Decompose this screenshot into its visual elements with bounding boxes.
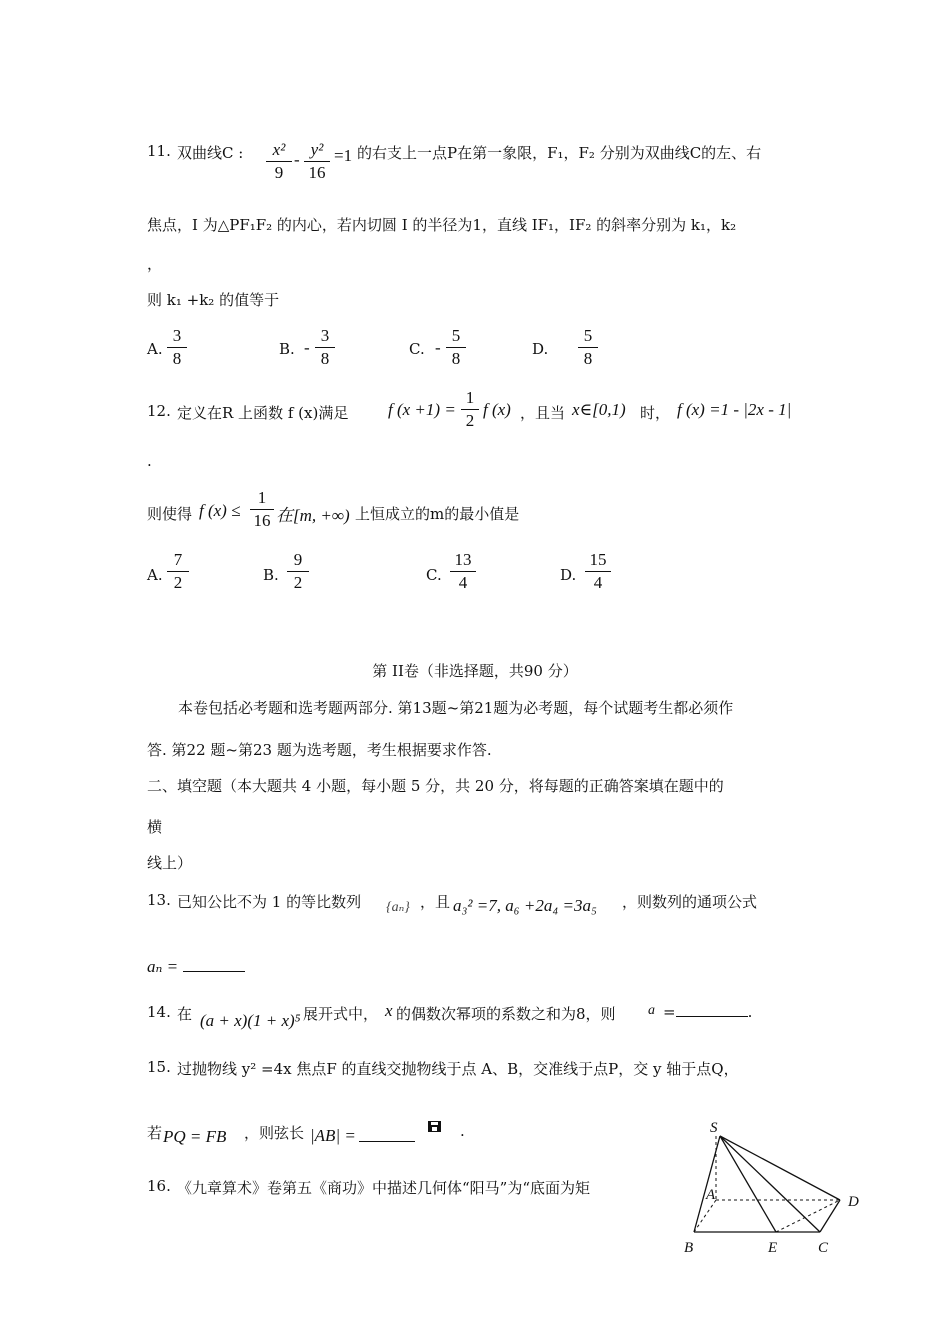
q14-var-a: a [648,1003,655,1018]
q12-option-a-label: A. [147,566,163,584]
vertex-label-b: B [684,1240,694,1256]
edge-ab [694,1200,716,1232]
q13-tail: ，则数列的通项公式 [622,893,758,911]
q14-answer-blank[interactable] [676,1004,748,1017]
pyramid-figure [680,1112,880,1262]
q13-answer-blank[interactable] [183,957,245,972]
q11-option-b-num: 3 [320,326,330,345]
q15-line1: 过抛物线 y² =4x 焦点F 的直线交抛物线于点 A、B，交准线于点P，交 y 轴于点Q， [177,1060,739,1078]
q12-option-c-fraction [450,550,476,593]
vertex-label-d: D [848,1194,859,1210]
q11-fraction-y [304,140,330,183]
q12-text1: 定义在R 上函数 f (x)满足 [177,404,349,422]
vertex-label-c: C [818,1240,829,1256]
q15-line2-mid: ，则弦长 [244,1124,305,1142]
q11-option-c-fraction [446,326,466,369]
q12-expr6: 在[m, +∞) [276,506,350,525]
q12-option-d-den: 4 [593,573,603,592]
q12-dot-line: . [147,452,152,470]
q11-frac2-num: y² [310,140,324,159]
q12-sixteenth-fraction [250,488,274,531]
q11-number: 11. [147,142,171,160]
fill-section-title3: 线上） [147,854,193,872]
q12-option-a-num: 7 [173,550,183,569]
q11-line3: ， [147,255,163,273]
q11-line1-rest: 的右支上一点P在第一象限，F₁，F₂ 分别为双曲线C的左、右 [357,144,762,162]
q13-sequence: {aₙ} [386,900,410,915]
vertex-label-a: A [706,1187,716,1203]
q11-option-b-label: B. [279,340,295,358]
q14-equals: = [663,1003,676,1021]
q12-frac-num: 1 [257,488,267,507]
q11-option-d-den: 8 [583,349,593,368]
q15-number: 15. [147,1058,171,1076]
q12-frac-den: 16 [253,511,271,530]
edge-sc [720,1136,820,1232]
q11-option-c-num: 5 [451,326,461,345]
q11-prefix: 双曲线C : [177,144,244,162]
q15-blank-wrap [359,1127,415,1146]
q12-option-d-label: D. [560,566,577,584]
q12-option-a-fraction [167,550,189,593]
q12-number: 12. [147,402,171,420]
save-icon [428,1121,441,1132]
section2-intro1: 本卷包括必考题和选考题两部分. 第13题~第21题为必考题，每个试题考生都必须作 [178,699,734,717]
q13-answer-label: aₙ = [147,957,179,976]
q13-condition: a₃² =7, a₆ +2a₄ =3a₅ [453,896,597,915]
fill-section-title1: 二、填空题（本大题共 4 小题，每小题 5 分，共 20 分，将每题的正确答案填在题中的 [147,777,724,795]
q11-option-d-num: 5 [583,326,593,345]
q11-option-a-den: 8 [172,349,182,368]
q12-expr3: x∈[0,1) [572,400,626,419]
q12-option-d-num: 15 [589,550,607,569]
q15-expr1: PQ = FB [163,1127,227,1146]
q15-expr2: |AB| = [310,1126,356,1145]
q12-option-b-fraction [287,550,309,593]
q11-fraction-x [266,140,292,183]
q14-text3: 的偶数次幂项的系数之和为8，则 [396,1005,616,1023]
q12-option-b-den: 2 [293,573,303,592]
q11-option-b-den: 8 [320,349,330,368]
q12-text3: 时， [640,404,671,422]
q12-option-b-label: B. [263,566,279,584]
q12-option-a-den: 2 [173,573,183,592]
q14-var-x: x [385,1001,393,1020]
section2-title: 第 II卷（非选择题，共90 分） [372,662,578,680]
q11-line2: 焦点，I 为△PF₁F₂ 的内心，若内切圆 I 的半径为1，直线 IF₁，IF₂ 的斜率分别为 k₁，k₂ [147,216,737,234]
q11-option-b-fraction [315,326,335,369]
q12-option-d-fraction [585,550,611,593]
q12-half-fraction [461,388,479,431]
q11-frac1-den: 9 [274,163,284,182]
q15-end: . [460,1122,465,1140]
q12-option-b-num: 9 [293,550,303,569]
q13-answer [147,957,245,977]
q12-expr5: f (x) ≤ [199,501,241,520]
q11-eq1: =1 [334,146,353,165]
vertex-label-s: S [710,1120,718,1136]
q14-text1: 在 [177,1005,193,1023]
q12-option-c-label: C. [426,566,442,584]
q12-line3-suffix: 上恒成立的m的最小值是 [355,505,520,523]
q12-option-c-num: 13 [454,550,472,569]
q12-half-num: 1 [465,388,475,407]
q12-half-den: 2 [465,411,475,430]
q13-mid: ，且 [420,893,451,911]
q14-number: 14. [147,1003,171,1021]
q13-number: 13. [147,891,171,909]
q11-line4: 则 k₁ +k₂ 的值等于 [147,291,280,309]
q14-end: . [747,1003,753,1021]
q11-option-a-num: 3 [172,326,182,345]
q12-line3-prefix: 则使得 [147,505,193,523]
vertex-label-e: E [768,1240,778,1256]
q11-frac2-den: 16 [308,163,326,182]
q12-expr2: f (x) [483,400,511,419]
q12-expr1: f (x +1) = [388,400,456,419]
q11-minus: - [294,150,300,169]
q12-text2: ，且当 [520,404,566,422]
q15-answer-blank[interactable] [359,1127,415,1142]
q16-text: 《九章算术》卷第五《商功》中描述几何体“阳马”为“底面为矩 [177,1179,591,1197]
q11-option-c-sign: - [435,338,441,357]
q12-option-c-den: 4 [458,573,468,592]
q11-option-a-label: A. [147,340,163,358]
q11-option-d-fraction [578,326,598,369]
q15-line2-prefix: 若 [147,1124,163,1142]
section2-intro2: 答. 第22 题~第23 题为选考题，考生根据要求作答. [147,741,492,759]
q14-answer [663,1003,752,1021]
q11-option-c-den: 8 [451,349,461,368]
fill-section-title2: 横 [147,818,163,836]
q12-expr4: f (x) =1 - |2x - 1| [677,400,792,419]
q11-option-c-label: C. [409,340,425,358]
q14-text2: 展开式中， [303,1005,379,1023]
q11-option-a-fraction [167,326,187,369]
q14-expression: (a + x)(1 + x)⁵ [200,1011,301,1030]
q16-number: 16. [147,1177,171,1195]
q13-text: 已知公比不为 1 的等比数列 [177,893,362,911]
q11-frac1-num: x² [272,140,286,159]
q11-option-d-label: D. [532,340,549,358]
q11-option-b-sign: - [304,338,310,357]
